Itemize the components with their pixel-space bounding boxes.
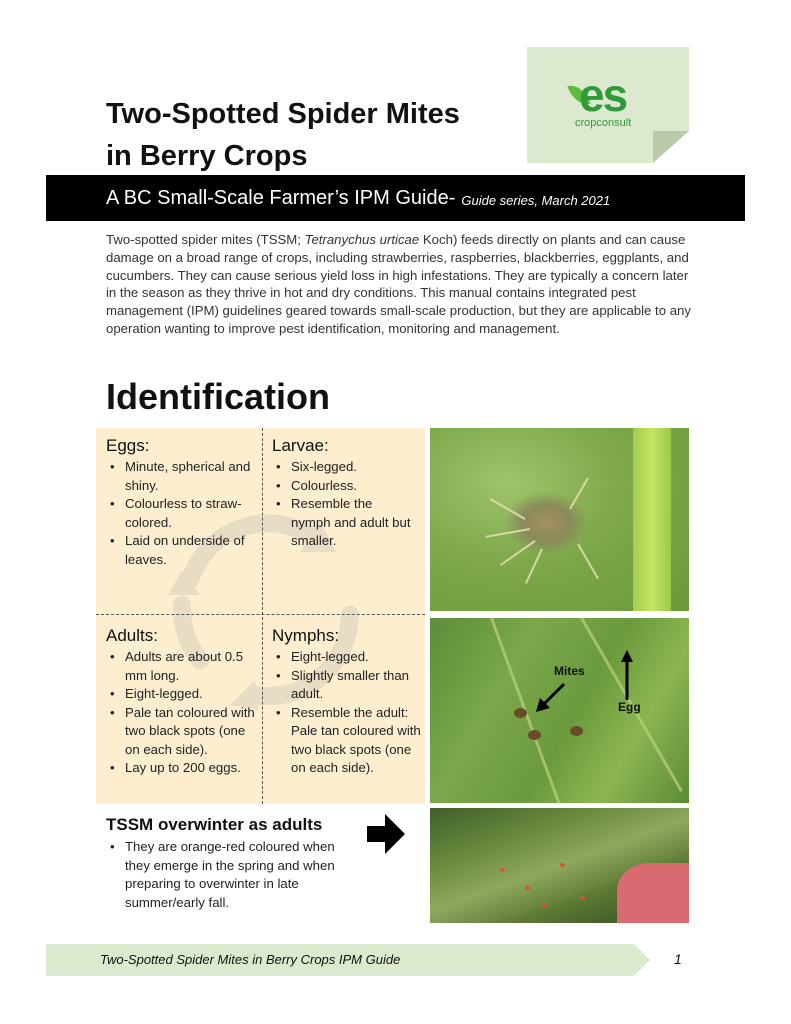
nymphs-section: [272, 626, 422, 778]
mite-leg: [577, 544, 599, 580]
list-item: • Minute, spherical and shiny.: [106, 458, 256, 495]
mite-closeup-photo: [430, 428, 689, 611]
adults-title: Adults:: [106, 626, 158, 645]
logo-mark-text: es: [579, 69, 627, 121]
list-item: • Lay up to 200 eggs.: [106, 759, 258, 778]
adults-section: [106, 626, 258, 778]
title-line-2: in Berry Crops: [106, 140, 308, 172]
list-item: • Colourless to straw-colored.: [106, 495, 256, 532]
leaf-mites-photo: [430, 618, 689, 803]
list-item: • Eight-legged.: [106, 685, 258, 704]
intro-text-start: Two-spotted spider mites (TSSM;: [106, 232, 305, 247]
nymphs-list: [272, 648, 422, 778]
mite: [542, 903, 547, 907]
eggs-title: Eggs:: [106, 436, 150, 455]
orange-mites-photo: [430, 808, 689, 923]
guide-banner: [46, 175, 745, 221]
document-title: [106, 93, 526, 177]
intro-paragraph: [106, 231, 692, 338]
eggs-list: [106, 458, 256, 569]
mite-leg: [525, 549, 543, 584]
list-item: • Six-legged.: [272, 458, 412, 477]
mite: [525, 886, 530, 890]
list-item: • Colourless.: [272, 477, 412, 496]
page-number: 1: [674, 951, 682, 967]
list-item: • Resemble the nymph and adult but smaller.: [272, 495, 412, 551]
larvae-list: [272, 458, 412, 551]
eggs-section: [106, 436, 256, 569]
egg-label: Egg: [618, 700, 641, 714]
arrow-to-mites-icon: [534, 680, 568, 714]
photo-flower-petal: [617, 863, 689, 923]
banner-title: A BC Small-Scale Farmer’s IPM Guide-: [106, 186, 456, 209]
larvae-title: Larvae:: [272, 436, 329, 455]
mite: [528, 730, 541, 740]
list-item: • Pale tan coloured with two black spots (one on each side).: [106, 704, 258, 760]
list-item: • Resemble the adult: Pale tan coloured with two black spots (one on each side).: [272, 704, 422, 778]
panel-horizontal-divider: [96, 614, 425, 615]
es-cropconsult-logo: [571, 71, 661, 133]
right-arrow-icon: [367, 814, 405, 854]
banner-subtitle: Guide series, March 2021: [461, 192, 611, 208]
mite-leg: [500, 540, 536, 566]
list-item: • They are orange-red coloured when they emerge in the spring and when preparing to overwinter in late summer/early fall.: [106, 838, 356, 912]
mite: [514, 708, 527, 718]
photo-background-stripe: [633, 428, 671, 611]
list-item: • Adults are about 0.5 mm long.: [106, 648, 258, 685]
larvae-section: [272, 436, 412, 551]
title-line-1: Two-Spotted Spider Mites: [106, 98, 460, 130]
overwinter-heading: TSSM overwinter as adults: [106, 815, 323, 834]
panel-vertical-divider: [262, 428, 263, 804]
mite-leg: [486, 528, 531, 538]
list-item: • Slightly smaller than adult.: [272, 667, 422, 704]
mite-leg: [569, 477, 589, 509]
page-curl-decoration: [653, 131, 689, 163]
overwinter-list: [106, 838, 356, 912]
logo-card: [527, 47, 689, 163]
mite: [580, 896, 585, 900]
footer-title: Two-Spotted Spider Mites in Berry Crops IPM Guide: [100, 952, 401, 967]
logo-subtext: cropconsult: [575, 117, 632, 129]
mite: [560, 863, 565, 867]
species-name: Tetranychus urticae: [304, 232, 420, 247]
identification-heading: Identification: [106, 376, 330, 417]
intro-text-rest: Koch) feeds directly on plants and can cause damage on a broad range of crops, including strawberries, raspberries, blackberries, eggplants, and cucumbers. They can cause serious yield loss in high infestations. They are typically a concern later in the season as they thrive in hot and dry conditions. This manual contains integrated pest management (IPM) guidelines geared towards small-scale production, but they are applicable to any operation wanting to improve pest identification, monitoring and management.: [106, 232, 691, 336]
nymphs-title: Nymphs:: [272, 626, 340, 645]
mite-leg: [490, 498, 526, 520]
arrow-to-egg-icon: [620, 650, 634, 700]
mite: [500, 868, 505, 872]
list-item: • Eight-legged.: [272, 648, 422, 667]
list-item: • Laid on underside of leaves.: [106, 532, 256, 569]
mites-label: Mites: [554, 664, 585, 678]
mite: [570, 726, 583, 736]
adults-list: [106, 648, 258, 778]
